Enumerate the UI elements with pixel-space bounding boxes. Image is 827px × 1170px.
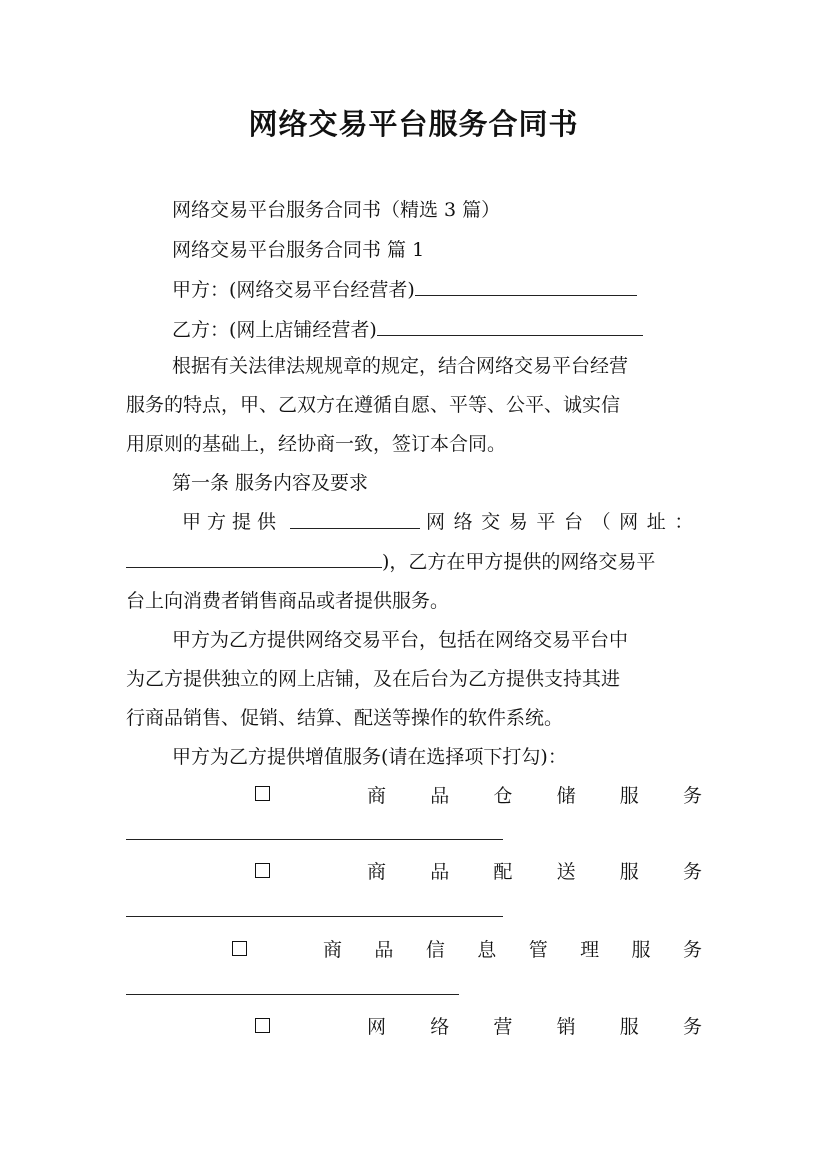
service-4-text-char: 营 — [493, 1016, 513, 1038]
party-a-blank[interactable] — [415, 275, 637, 296]
intro-paragraph-line-2: 服务的特点，甲、乙双方在遵循自愿、平等、公平、诚实信 — [126, 394, 621, 416]
article-1-p1-line-3: 台上向消费者销售商品或者提供服务。 — [126, 590, 450, 612]
part-label: 网络交易平台服务合同书 篇 1 — [172, 239, 425, 261]
service-4-text-char: 务 — [682, 1016, 702, 1038]
intro-paragraph-line-1: 根据有关法律法规规章的规定，结合网络交易平台经营 — [172, 355, 629, 377]
service-3-text-char: 务 — [682, 939, 702, 961]
service-3-text-char: 信 — [425, 939, 445, 961]
service-1-text-char: 储 — [556, 785, 576, 807]
service-4-text — [367, 1013, 702, 1041]
service-3-label — [323, 936, 702, 964]
service-2-checkbox[interactable] — [255, 863, 270, 878]
article-1-p1-line-2-text: )，乙方在甲方提供的网络交易平 — [382, 551, 656, 573]
service-1-text — [367, 782, 702, 810]
service-4-label — [367, 1013, 702, 1041]
service-4-text-char: 销 — [556, 1016, 576, 1038]
service-3-text-char: 品 — [374, 939, 394, 961]
service-3-text-char: 理 — [580, 939, 600, 961]
service-2-text-char: 送 — [556, 861, 576, 883]
service-3-text — [323, 936, 702, 964]
article-1-p1-line-2 — [126, 547, 702, 576]
article-1-heading: 第一条 服务内容及要求 — [172, 472, 369, 494]
article-1-p2-line-3: 行商品销售、促销、结算、配送等操作的软件系统。 — [126, 707, 564, 729]
party-b-line — [172, 315, 702, 344]
service-3-checkbox[interactable] — [232, 941, 247, 956]
service-2-text-char: 服 — [619, 861, 639, 883]
platform-name-blank[interactable] — [290, 508, 420, 529]
party-a-line — [172, 275, 702, 304]
article-1-p2-line-2: 为乙方提供独立的网上店铺，及在后台为乙方提供支持其进 — [126, 668, 621, 690]
service-1-text-char: 商 — [367, 785, 387, 807]
document-subtitle: 网络交易平台服务合同书（精选 3 篇） — [172, 199, 501, 221]
service-1-text-char: 品 — [430, 785, 450, 807]
service-2-text-char: 务 — [682, 861, 702, 883]
platform-url-blank[interactable] — [126, 547, 382, 568]
service-2-blank[interactable] — [126, 916, 503, 917]
service-3-blank[interactable] — [126, 994, 459, 995]
service-3-text-char: 商 — [323, 939, 343, 961]
service-3-text-char: 管 — [528, 939, 548, 961]
service-2-label — [367, 858, 702, 886]
service-1-label — [367, 782, 702, 810]
service-2-text-char: 品 — [430, 861, 450, 883]
service-1-text-char: 务 — [682, 785, 702, 807]
party-b-label: 乙方：(网上店铺经营者) — [172, 319, 377, 341]
provider-label: 甲方提供 — [182, 511, 283, 533]
service-1-checkbox[interactable] — [255, 786, 270, 801]
party-b-blank[interactable] — [377, 315, 643, 336]
party-a-label: 甲方：(网络交易平台经营者) — [172, 279, 415, 301]
service-4-text-char: 络 — [430, 1016, 450, 1038]
service-2-text-char: 配 — [493, 861, 513, 883]
article-1-p1-line-1 — [182, 508, 702, 536]
service-1-text-char: 仓 — [493, 785, 513, 807]
platform-url-label: 网络交易平台（网址： — [425, 511, 702, 533]
service-4-text-char: 服 — [619, 1016, 639, 1038]
service-2-text — [367, 858, 702, 886]
service-3-text-char: 息 — [477, 939, 497, 961]
document-title: 网络交易平台服务合同书 — [248, 107, 579, 141]
article-1-p3: 甲方为乙方提供增值服务(请在选择项下打勾)： — [172, 746, 567, 768]
service-1-text-char: 服 — [619, 785, 639, 807]
service-4-text-char: 网 — [367, 1016, 387, 1038]
service-3-text-char: 服 — [631, 939, 651, 961]
service-4-checkbox[interactable] — [255, 1018, 270, 1033]
intro-paragraph-line-3: 用原则的基础上，经协商一致，签订本合同。 — [126, 433, 507, 455]
service-2-text-char: 商 — [367, 861, 387, 883]
service-1-blank[interactable] — [126, 839, 503, 840]
article-1-p2-line-1: 甲方为乙方提供网络交易平台，包括在网络交易平台中 — [172, 629, 629, 651]
